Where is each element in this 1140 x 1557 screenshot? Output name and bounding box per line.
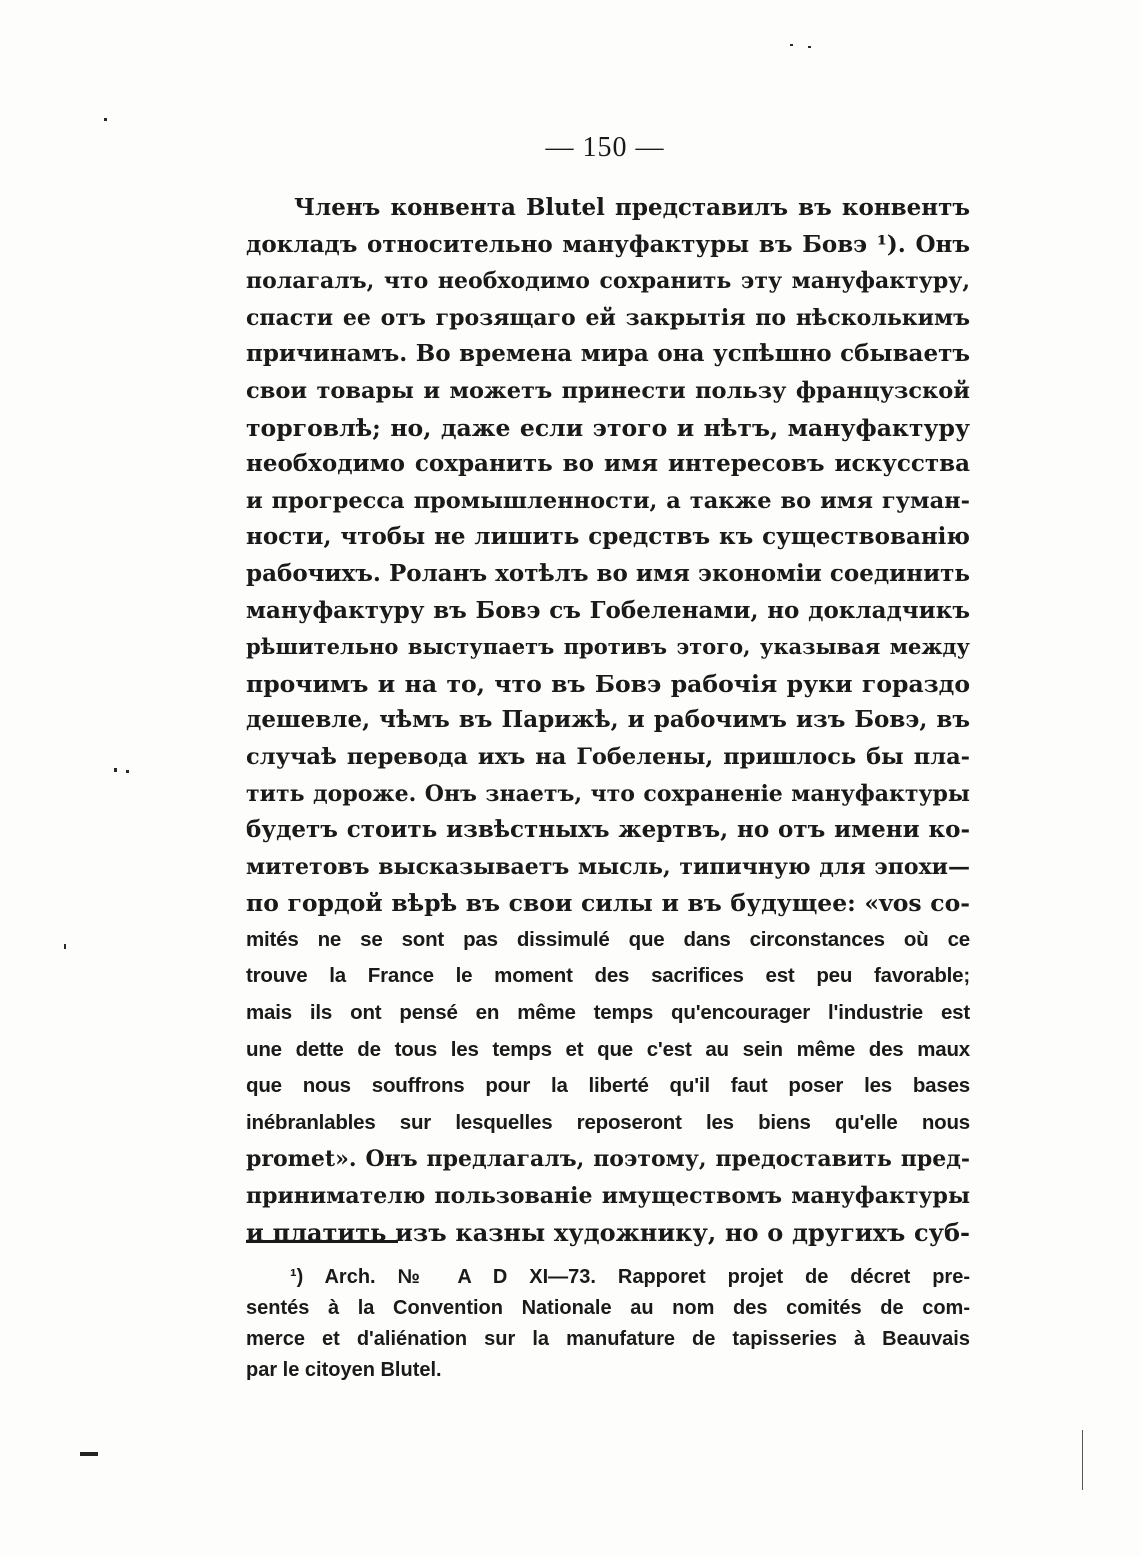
text-line: тить дороже. Онъ знаетъ, что сохраненіе мануфактуры — [246, 780, 970, 807]
text-line: докладъ относительно мануфактуры въ Бовэ ¹). Онъ — [246, 230, 970, 258]
footnote-line: sentés à la Convention Nationale au nom des comités de com- — [246, 1297, 970, 1319]
text-line: рабочихъ. Роланъ хотѣлъ во имя экономіи соединить — [246, 559, 970, 587]
text-line: принимателю пользованіе имуществомъ мануфактуры — [246, 1183, 970, 1210]
text-line: торговлѣ; но, даже если этого и нѣтъ, мануфактуру — [246, 413, 970, 442]
scan-speck — [790, 44, 793, 46]
text-line: рѣшительно выступаетъ противъ этого, указывая между — [246, 634, 970, 660]
scan-speck — [104, 118, 107, 121]
text-line-french-quote: une dette de tous les temps et que c'est au sein même des maux — [246, 1037, 970, 1061]
text-line-french-quote: inébranlables sur lesquelles reposeront les biens qu'elle nous — [246, 1110, 970, 1134]
footnote-block — [246, 1262, 970, 1386]
text-line: необходимо сохранить во имя интересовъ искусства — [246, 450, 970, 478]
text-line: Членъ конвента Blutel представилъ въ конвентъ — [294, 194, 970, 221]
footnote-line: par le citoyen Blutel. — [246, 1359, 442, 1381]
margin-mark — [80, 1452, 98, 1456]
text-line: дешевле, чѣмъ въ Парижѣ, и рабочимъ изъ Бовэ, въ — [246, 706, 970, 734]
scan-speck — [64, 944, 66, 949]
scan-speck — [114, 768, 117, 772]
text-line: по гордой вѣрѣ въ свои силы и въ будущее: «vos co- — [246, 889, 970, 918]
margin-mark — [1082, 1430, 1083, 1490]
text-line: полагалъ, что необходимо сохранить эту мануфактуру, — [246, 268, 970, 295]
text-line-french-quote: que nous souffrons pour la liberté qu'il faut poser les bases — [246, 1074, 970, 1098]
text-line: будетъ стоить извѣстныхъ жертвъ, но отъ имени ко- — [246, 816, 970, 844]
text-line: свои товары и можетъ принести пользу французской — [246, 377, 970, 404]
text-line: и платить изъ казны художнику, но о другихъ суб- — [246, 1217, 970, 1247]
footnote-divider — [246, 1240, 398, 1243]
text-line: причинамъ. Во времена мира она успѣшно сбываетъ — [246, 340, 970, 368]
text-line: и прогресса промышленности, а также во имя гуман- — [246, 487, 970, 514]
text-line: прочимъ и на то, что въ Бовэ рабочія руки гораздо — [246, 669, 970, 698]
page-number: — 150 — — [545, 132, 665, 163]
text-line: митетовъ высказываетъ мысль, типичную для эпохи— — [246, 853, 970, 880]
text-line-french-quote: trouve la France le moment des sacrifices est peu favorable; — [246, 964, 970, 988]
scan-speck — [808, 46, 811, 48]
text-line: ности, чтобы не лишить средствъ къ существованію — [246, 523, 970, 551]
footnote-line: ¹) Arch. № A D XI—73. Rapporet projet de décret pre- — [290, 1266, 970, 1288]
text-line-french-quote: mités ne se sont pas dissimulé que dans circonstances où ce — [246, 927, 970, 951]
text-line: случаѣ перевода ихъ на Гобелены, пришлось бы пла- — [246, 743, 970, 770]
text-line-french-quote: mais ils ont pensé en même temps qu'encourager l'industrie est — [246, 1001, 970, 1025]
text-line: спасти ее отъ грозящаго ей закрытія по нѣсколькимъ — [246, 304, 970, 331]
main-text-block — [246, 190, 970, 1251]
text-line: мануфактуру въ Бовэ съ Гобеленами, но докладчикъ — [246, 596, 970, 624]
footnote-line: merce et d'aliénation sur la manufature de tapisseries à Beauvais — [246, 1328, 970, 1350]
scan-speck — [126, 770, 129, 773]
text-line: promet». Онъ предлагалъ, поэтому, предоставить пред- — [246, 1146, 970, 1173]
